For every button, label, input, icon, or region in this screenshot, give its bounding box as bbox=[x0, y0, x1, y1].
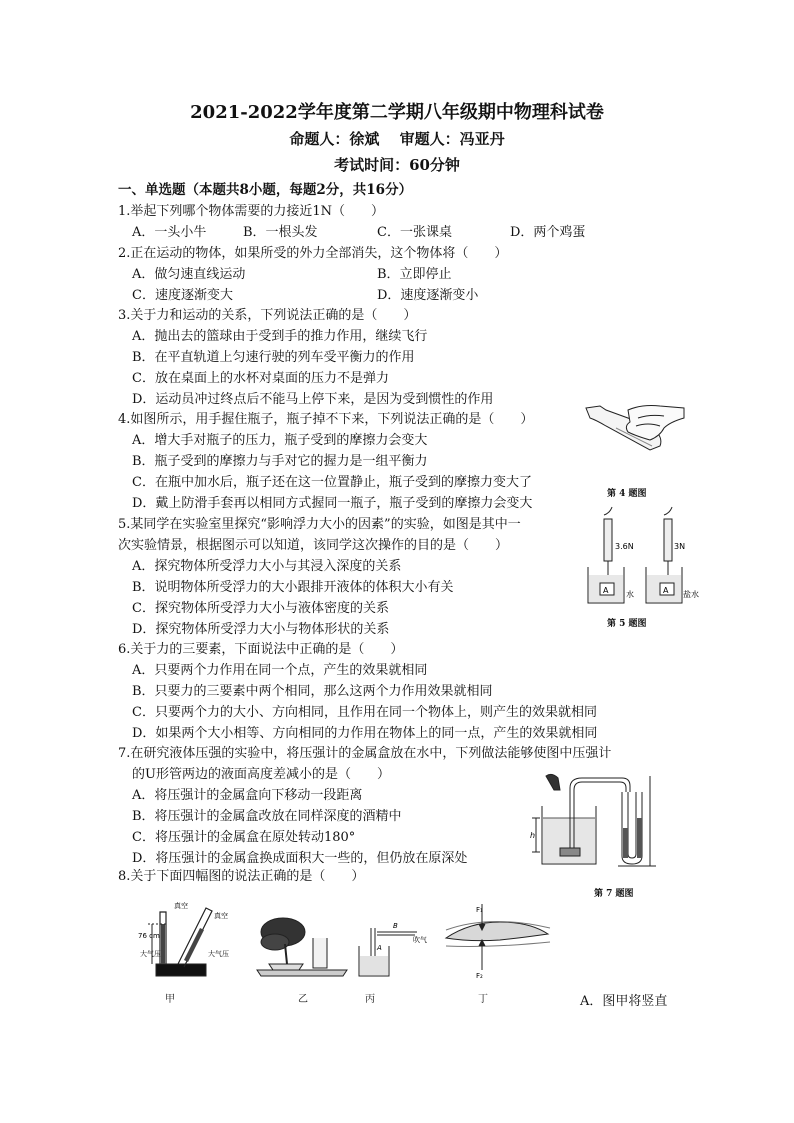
q4-caption: 第 4 题图 bbox=[607, 489, 647, 499]
q4-figure-bottle-hand bbox=[580, 396, 690, 466]
q8-atm-label-1: 大气压 bbox=[140, 950, 161, 958]
q8-figure-yi-plant bbox=[255, 910, 350, 978]
q6-stem: 6.关于力的三要素，下面说法中正确的是（ ） bbox=[118, 642, 404, 657]
q8-point-b: B bbox=[393, 922, 398, 930]
q5-option-c: C．探究物体所受浮力大小与液体密度的关系 bbox=[132, 601, 389, 616]
q7-option-b: B．将压强计的金属盒改放在同样深度的酒精中 bbox=[132, 809, 402, 824]
q7-figure-pressure-gauge bbox=[530, 772, 660, 872]
q8-blow-label: 吹气 bbox=[413, 936, 427, 944]
q3-option-a: A．抛出去的篮球由于受到手的推力作用，继续飞行 bbox=[132, 329, 428, 344]
q7-option-a: A．将压强计的金属盒向下移动一段距离 bbox=[132, 788, 363, 803]
q5-option-d: D．探究物体所受浮力大小与物体形状的关系 bbox=[132, 622, 390, 637]
q1-option-c: C．一张课桌 bbox=[377, 225, 452, 240]
q3-option-c: C．放在桌面上的水杯对桌面的压力不是弹力 bbox=[132, 371, 389, 386]
q6-option-c: C．只要两个力的大小、方向相同，且作用在同一个物体上，则产生的效果就相同 bbox=[132, 705, 597, 720]
q6-option-b: B．只要力的三要素中两个相同，那么这两个力作用效果就相同 bbox=[132, 684, 493, 699]
q5-option-a: A．探究物体所受浮力大小与其浸入深度的关系 bbox=[132, 559, 402, 574]
q8-height-label: 76 cm bbox=[138, 932, 160, 940]
q4-option-c: C．在瓶中加水后，瓶子还在这一位置静止，瓶子受到的摩擦力变大了 bbox=[132, 475, 532, 490]
q5-figure-buoyancy bbox=[582, 505, 699, 610]
q5-liquid-brine: 盐水 bbox=[683, 590, 699, 599]
q5-caption: 第 5 题图 bbox=[607, 619, 647, 629]
q8-option-a: A．图甲将竖直 bbox=[580, 994, 668, 1009]
exam-title: 2021-2022学年度第二学期八年级期中物理科试卷 bbox=[190, 102, 604, 123]
q5-block-left: A bbox=[603, 586, 609, 595]
exam-authors: 命题人：徐斌 审题人：冯亚丹 bbox=[289, 130, 505, 148]
q6-option-d: D．如果两个大小相等、方向相同的力作用在物体上的同一点，产生的效果就相同 bbox=[132, 726, 598, 741]
q6-option-a: A．只要两个力作用在同一个点，产生的效果就相同 bbox=[132, 663, 428, 678]
q8-point-a: A bbox=[377, 944, 382, 952]
q1-option-b: B．一根头发 bbox=[243, 225, 318, 240]
q8-label-jia: 甲 bbox=[165, 994, 175, 1005]
q4-option-a: A．增大手对瓶子的压力，瓶子受到的摩擦力会变大 bbox=[132, 433, 428, 448]
q3-option-d: D．运动员冲过终点后不能马上停下来，是因为受到惯性的作用 bbox=[132, 392, 494, 407]
q8-vacuum-label-2: 真空 bbox=[214, 912, 228, 920]
q5-block-right: A bbox=[663, 586, 669, 595]
q7-caption: 第 7 题图 bbox=[594, 889, 634, 899]
q4-option-b: B．瓶子受到的摩擦力与手对它的握力是一组平衡力 bbox=[132, 454, 428, 469]
q1-option-d: D．两个鸡蛋 bbox=[510, 225, 586, 240]
q5-reading-right: 3N bbox=[674, 542, 686, 551]
q2-option-b: B．立即停止 bbox=[377, 267, 452, 282]
q8-label-ding: 丁 bbox=[478, 994, 488, 1005]
q8-stem: 8.关于下面四幅图的说法正确的是（ ） bbox=[118, 869, 365, 884]
q8-figure-bing-blow bbox=[355, 918, 435, 978]
q4-option-d: D．戴上防滑手套再以相同方式握同一瓶子，瓶子受到的摩擦力会变大 bbox=[132, 496, 533, 511]
q5-stem-line1: 5.某同学在实验室里探究“影响浮力大小的因素”的实验，如图是其中一 bbox=[118, 517, 521, 532]
q7-h-label: h bbox=[530, 831, 536, 840]
q5-stem-line2: 次实验情景，根据图示可以知道，该同学这次操作的目的是（ ） bbox=[118, 538, 509, 553]
q8-label-bing: 丙 bbox=[365, 994, 375, 1005]
q4-stem: 4.如图所示，用手握住瓶子，瓶子掉不下来，下列说法正确的是（ ） bbox=[118, 412, 534, 427]
q2-option-a: A．做匀速直线运动 bbox=[132, 267, 246, 282]
q7-option-d: D．将压强计的金属盒换成面积大一些的，但仍放在原深处 bbox=[132, 851, 468, 866]
section-heading: 一、单选题（本题共8小题，每题2分，共16分） bbox=[118, 182, 413, 198]
q1-stem: 1.举起下列哪个物体需要的力接近1N（ ） bbox=[118, 204, 385, 219]
q2-option-d: D．速度逐渐变小 bbox=[377, 288, 479, 303]
q7-option-c: C．将压强计的金属盒在原处转动180° bbox=[132, 830, 356, 845]
q5-reading-left: 3.6N bbox=[615, 542, 634, 551]
q8-label-yi: 乙 bbox=[298, 994, 308, 1005]
q8-vacuum-label-1: 真空 bbox=[174, 902, 188, 910]
q2-option-c: C．速度逐渐变大 bbox=[132, 288, 233, 303]
q8-figure-jia-torricelli bbox=[138, 898, 248, 980]
q5-liquid-water: 水 bbox=[626, 590, 634, 599]
q8-force-f1: F₁ bbox=[476, 906, 483, 914]
q2-stem: 2.正在运动的物体，如果所受的外力全部消失，这个物体将（ ） bbox=[118, 246, 508, 261]
q8-force-f2: F₂ bbox=[476, 972, 483, 980]
q3-option-b: B．在平直轨道上匀速行驶的列车受平衡力的作用 bbox=[132, 350, 415, 365]
q7-stem-line2: 的U形管两边的液面高度差减小的是（ ） bbox=[132, 767, 390, 782]
q3-stem: 3.关于力和运动的关系，下列说法正确的是（ ） bbox=[118, 308, 417, 323]
q1-option-a: A．一头小牛 bbox=[132, 225, 207, 240]
q8-figure-ding-wing bbox=[440, 900, 555, 980]
q5-option-b: B．说明物体所受浮力的大小跟排开液体的体积大小有关 bbox=[132, 580, 454, 595]
exam-time: 考试时间：60分钟 bbox=[334, 156, 460, 174]
q8-atm-label-2: 大气压 bbox=[208, 950, 229, 958]
q7-stem-line1: 7.在研究液体压强的实验中，将压强计的金属盒放在水中，下列做法能够使图中压强计 bbox=[118, 746, 612, 761]
